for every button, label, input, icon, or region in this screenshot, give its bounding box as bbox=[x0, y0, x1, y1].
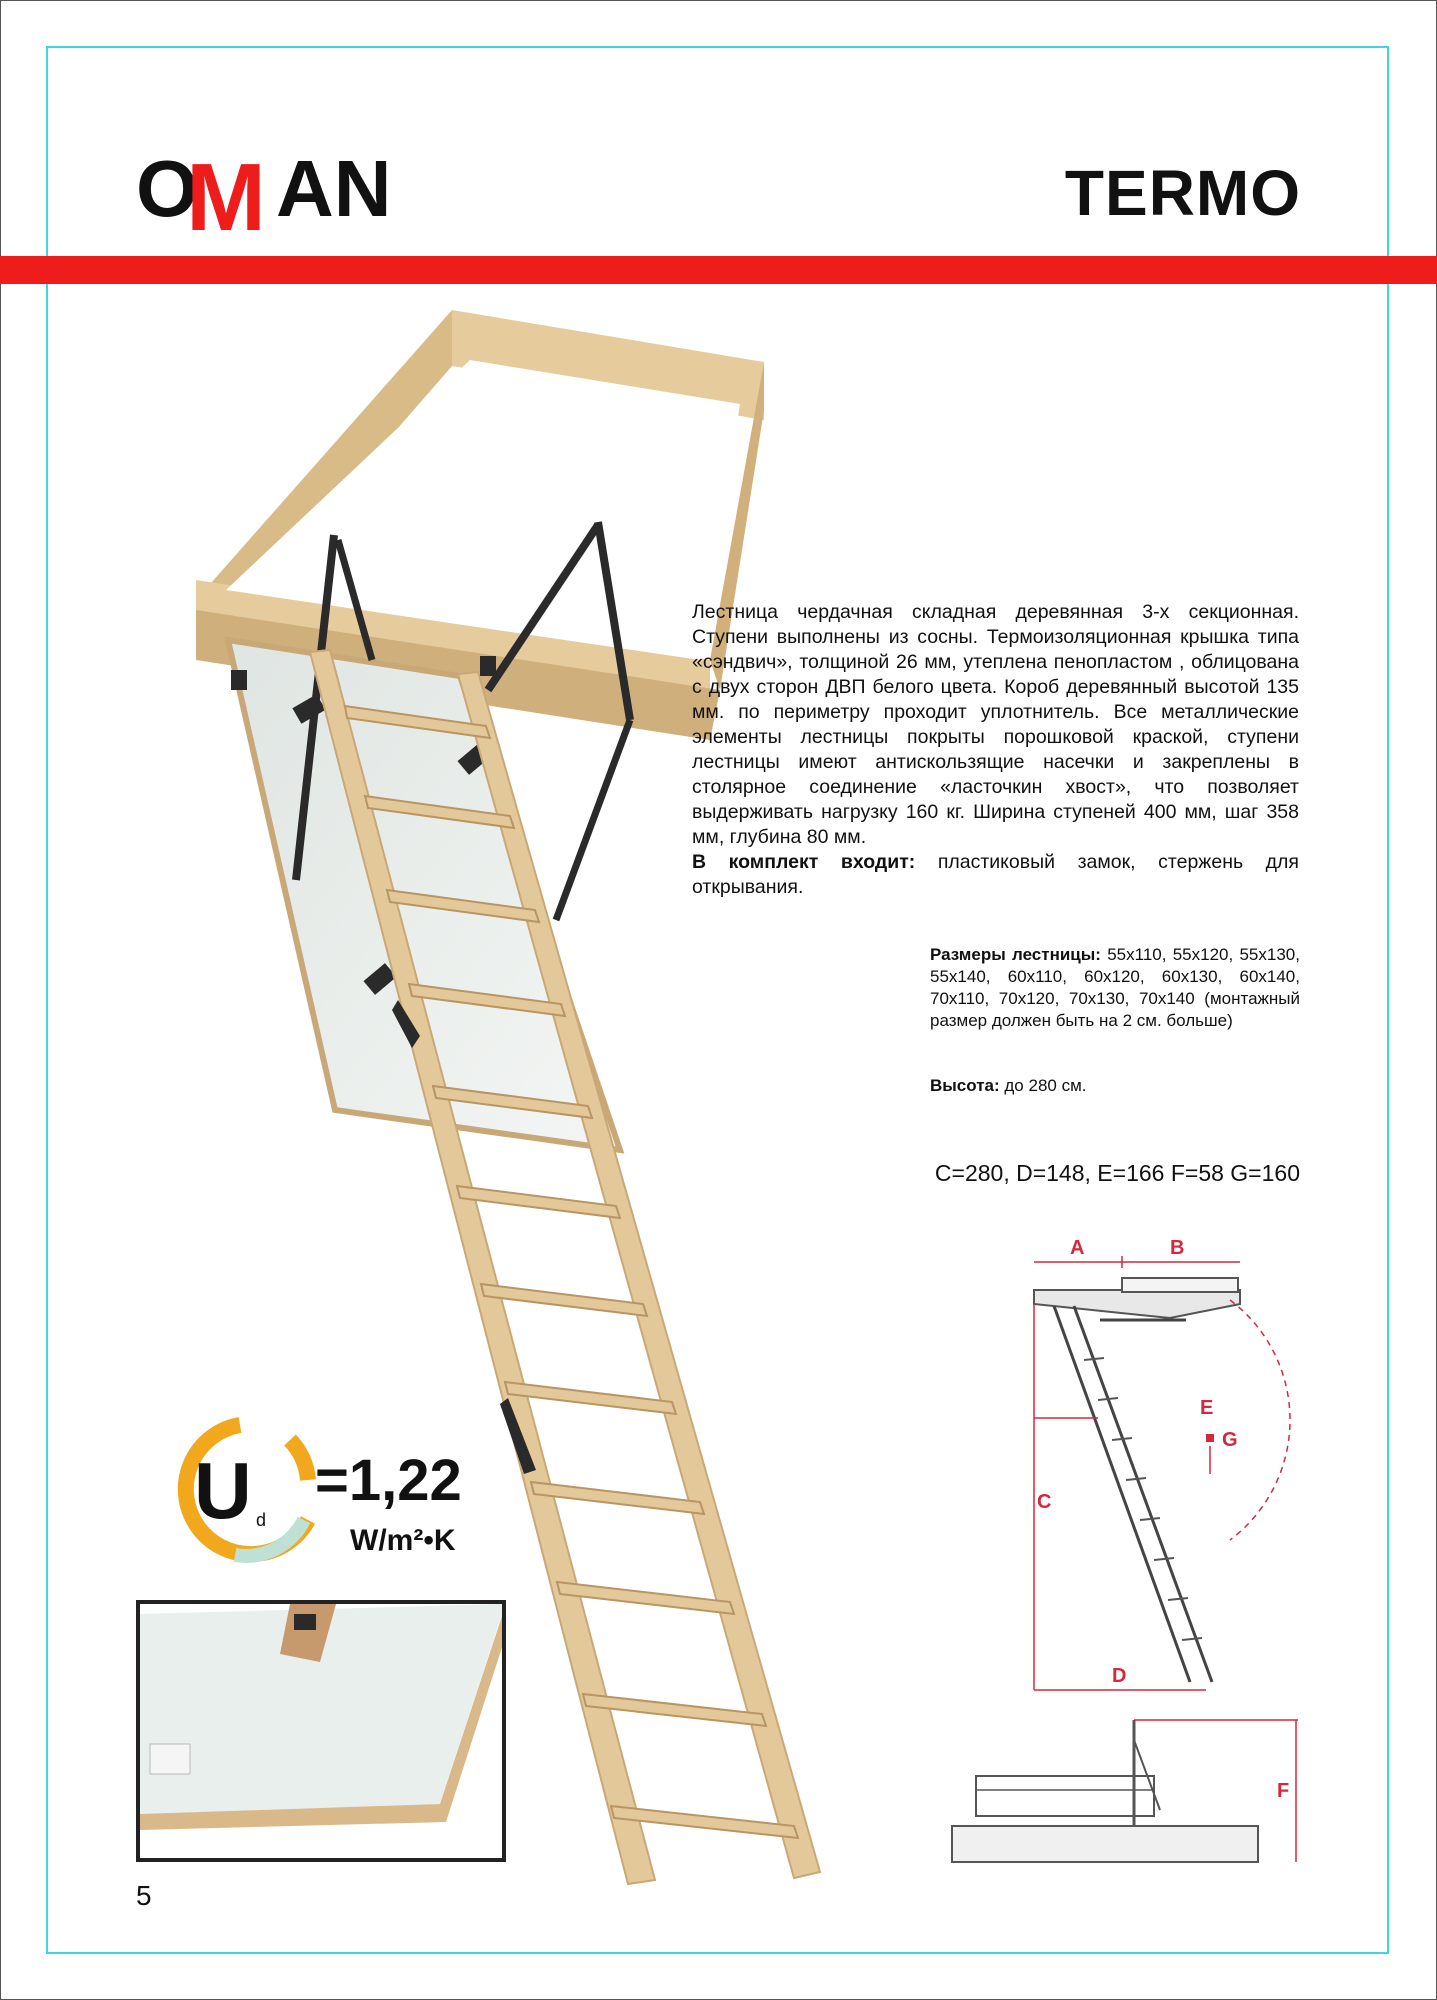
sizes-label: Размеры лестницы: bbox=[930, 945, 1101, 964]
schema-label-e: E bbox=[1200, 1397, 1214, 1419]
height-label: Высота: bbox=[930, 1076, 1000, 1095]
lid-detail-inset bbox=[136, 1600, 506, 1862]
schema-label-a: A bbox=[1070, 1237, 1085, 1259]
kit-info bbox=[692, 850, 1299, 900]
svg-text:M: M bbox=[186, 144, 266, 238]
dimension-schema bbox=[940, 1230, 1310, 1870]
sizes-text: 55x110, 55x120, 55x130, 55x140, 60x110, 60x120, 60x130, 60x140, 70x110, 70x120, 70x130, 70x140 (монтажный размер должен быть на 2 см. больше) bbox=[930, 945, 1300, 1030]
u-value-graphic bbox=[140, 1400, 500, 1580]
page-number: 5 bbox=[136, 1880, 152, 1911]
schema-label-d: D bbox=[1112, 1665, 1127, 1687]
svg-text:AN: AN bbox=[276, 144, 392, 233]
header-red-band bbox=[0, 256, 1437, 284]
u-value-badge bbox=[140, 1400, 500, 1580]
product-description bbox=[692, 600, 1299, 900]
product-title: TERMO bbox=[1064, 157, 1301, 229]
height-text: до 280 см. bbox=[1004, 1076, 1087, 1095]
u-subscript: d bbox=[256, 1510, 267, 1530]
u-symbol: U bbox=[194, 1446, 252, 1535]
oman-logo bbox=[136, 138, 396, 238]
u-value: =1,22 bbox=[315, 1448, 462, 1513]
schema-label-b: B bbox=[1170, 1237, 1185, 1259]
ladder-sizes bbox=[930, 944, 1300, 1032]
dimensions-line: C=280, D=148, E=166 F=58 G=160 bbox=[934, 1160, 1300, 1186]
svg-text:O: O bbox=[136, 144, 199, 233]
schema-label-c: C bbox=[1037, 1491, 1052, 1513]
ladder-height bbox=[930, 1075, 1087, 1097]
schema-label-f: F bbox=[1277, 1780, 1290, 1802]
u-unit: W/m²•K bbox=[350, 1524, 456, 1557]
description-paragraph: Лестница чердачная складная деревянная 3-х секционная. Ступени выполнены из сосны. Термоизоляционная крышка типа «сэндвич», толщиной 26 мм, утеплена пенопластом , облицована с двух сторон ДВП белого цвета. Короб деревянный высотой 135 мм. по периметру проходит уплотнитель. Все металлические элементы лестницы покрыты порошковой краской, ступени лестницы имеют антискользящие насечки и закреплены в столярное соединение «ласточкин хвост», что позволяет выдерживать нагрузку 160 кг. Ширина ступеней 400 мм, шаг 358 мм, глубина 80 мм. bbox=[692, 601, 1299, 848]
kit-label: В комплект входит: bbox=[692, 851, 916, 873]
lid-detail-graphic bbox=[140, 1604, 502, 1858]
schema-label-g: G bbox=[1222, 1429, 1238, 1451]
kit-text: пластиковый замок, стержень для открывания. bbox=[692, 851, 1299, 898]
